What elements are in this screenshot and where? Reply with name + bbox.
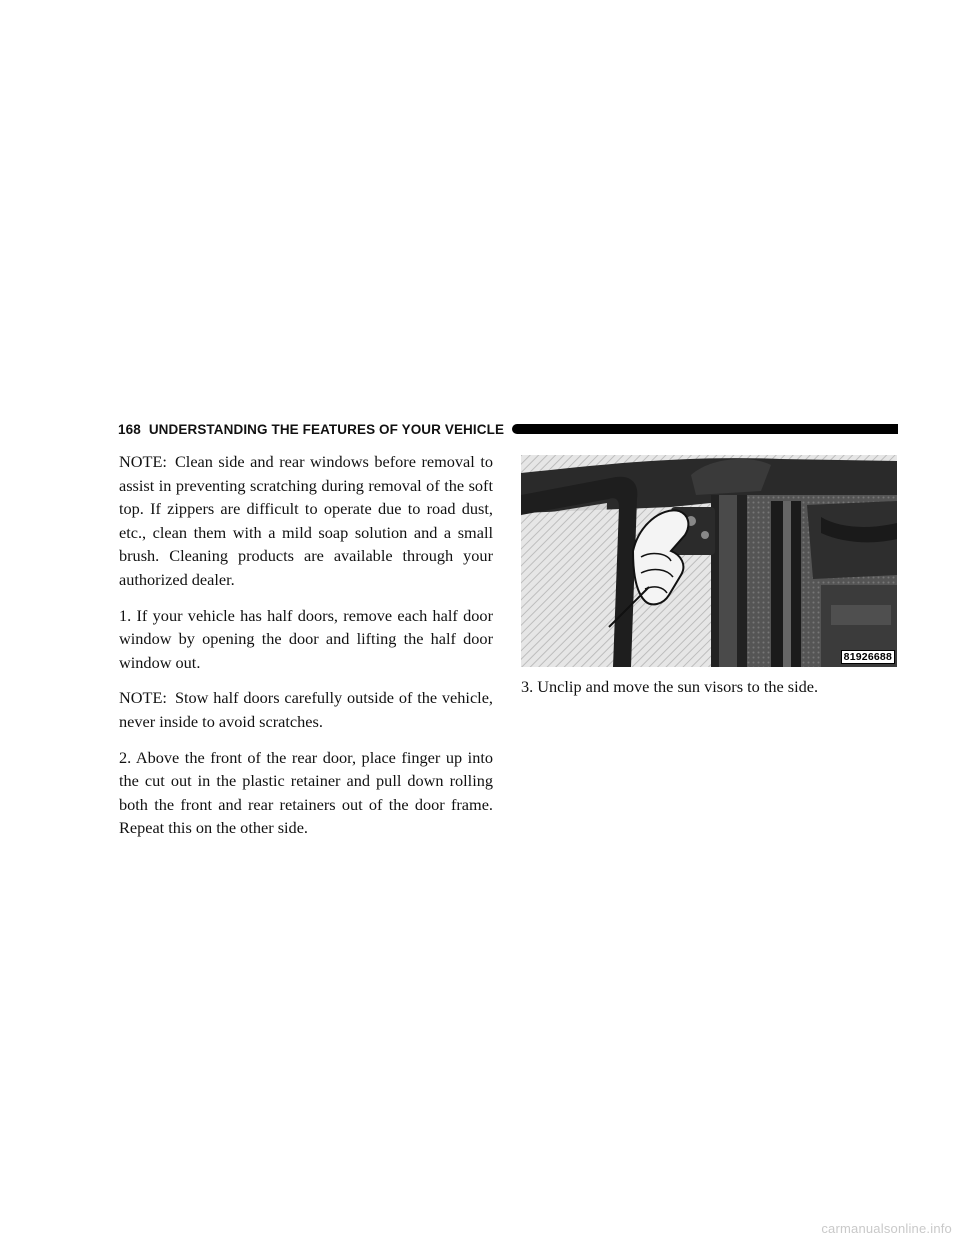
illustration-drawing [521,455,897,667]
note-label: NOTE: [119,688,167,708]
step-1: 1. If your vehicle has half doors, remove each half door window by opening the door and lifting the half door window out. [119,605,493,672]
step-2: 2. Above the front of the rear door, place finger up into the cut out in the plastic retainer and pull down rolling both the front and rear retainers out of the door frame. Repeat this on the other side. [119,747,493,838]
note-text: Stow half doors carefully outside of the vehicle, never inside to avoid scratches. [119,688,493,731]
note-text: Clean side and rear windows before removal to assist in preventing scratching during removal of the soft top. If zippers are difficult to operate due to road dust, etc., clean them with a mild soap solution and a small brush. Cleaning products are available through your authorized dealer. [119,452,493,589]
section-title: UNDERSTANDING THE FEATURES OF YOUR VEHICLE [148,421,505,437]
left-column [119,450,493,852]
step-3: 3. Unclip and move the sun visors to the side. [521,677,819,696]
watermark: carmanualsonline.info [821,1221,952,1236]
note-label: NOTE: [119,452,167,471]
page-number: 168 [118,421,141,437]
note-paragraph [119,450,493,592]
header-rule [512,424,898,434]
figure-id-label: 81926688 [841,650,895,664]
retainer-removal-illustration [521,455,897,667]
note-paragraph-2 [119,686,493,733]
running-header [118,419,898,439]
right-column [521,675,901,699]
